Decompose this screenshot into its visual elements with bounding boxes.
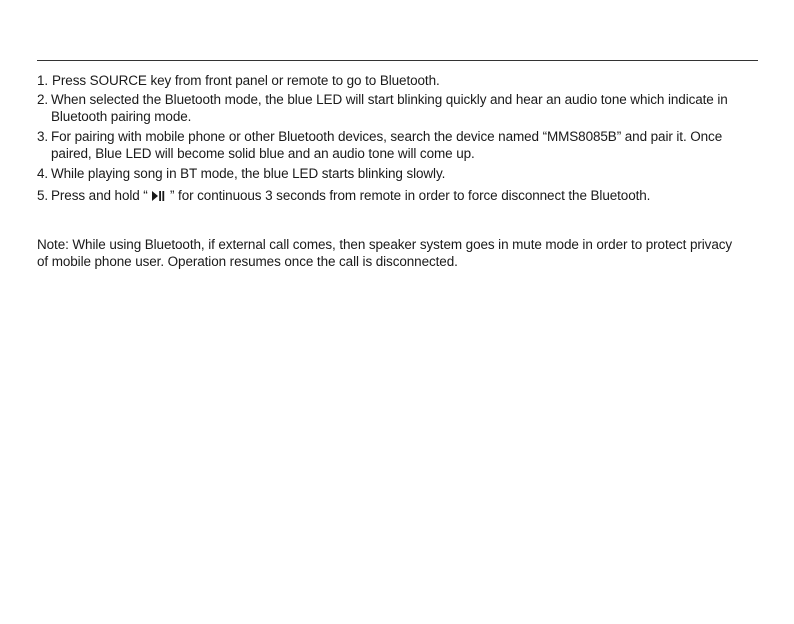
header-divider <box>37 60 758 61</box>
bluetooth-note: Note: While using Bluetooth, if external call comes, then speaker system goes in mute mode in order to protect privacy of mobile phone user. Operation resumes once the call is disconnected. <box>37 237 733 269</box>
step-number: 2. <box>37 92 49 107</box>
step-text: For pairing with mobile phone or other Bluetooth devices, search the device named “MMS8085B” and pair it. Once paired, Blue LED will become solid blue and an audio tone will come up. <box>51 129 723 161</box>
step-text: Press SOURCE key from front panel or remote to go to Bluetooth. <box>52 73 440 88</box>
step-item <box>37 72 758 89</box>
play-pause-icon <box>152 191 165 201</box>
step-text-after: ” for continuous 3 seconds from remote in order to force disconnect the Bluetooth. <box>166 188 651 203</box>
step-text: While playing song in BT mode, the blue LED starts blinking slowly. <box>51 166 446 181</box>
step-text: When selected the Bluetooth mode, the blue LED will start blinking quickly and hear an audio tone which indicate in Bluetooth pairing mode. <box>51 92 728 124</box>
step-item <box>37 165 758 182</box>
step-item <box>37 128 758 162</box>
step-number: 3. <box>37 129 49 144</box>
step-number: 1. <box>37 73 49 88</box>
step-number: 5. <box>37 188 49 203</box>
bluetooth-steps-list <box>37 72 758 206</box>
step-item <box>37 185 758 206</box>
step-item <box>37 91 758 125</box>
step-number: 4. <box>37 166 49 181</box>
step-text-before: Press and hold “ <box>51 188 152 203</box>
